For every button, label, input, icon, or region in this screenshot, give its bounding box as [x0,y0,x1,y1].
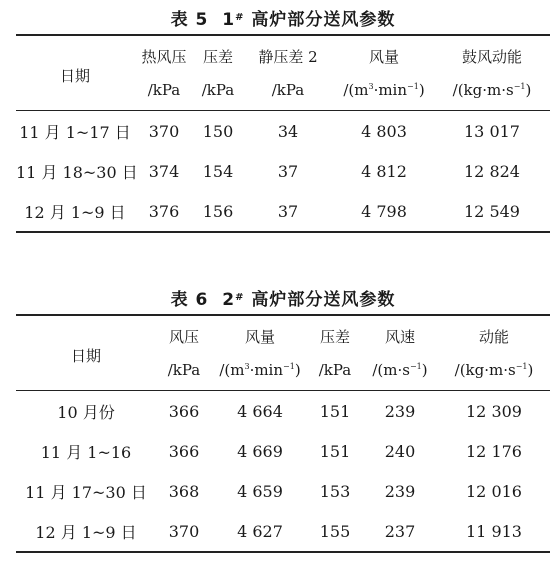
table5-caption [16,6,550,34]
table-row [16,511,550,552]
table6-cell-blast-velocity: 237 [384,521,416,541]
table5-cell-static-pressure-diff: 37 [277,201,299,221]
table5-unit-kinetic-energy: $/(kg\cdot m\cdot s^{-1})$ [452,80,532,99]
table6-unit-blast-velocity: $/(m\cdot s^{-1})$ [372,360,428,379]
table5-caption-title: 高炉部分送风参数 [251,10,396,30]
table6-unit-blast-pressure: /kPa [167,360,201,379]
table6-caption-num: 2 [222,290,236,310]
table6-cell-pressure-diff: 151 [319,441,351,461]
table6-cell-blast-pressure: 370 [168,521,200,541]
table6-header-blast-velocity: 风速 [384,328,415,346]
table5-cell-hot-blast-pressure: 376 [148,201,180,221]
table5-cell-pressure-diff: 150 [202,121,234,141]
table6-cell-date: 11 月 17~30 日 [25,482,147,502]
table6-cell-blast-volume: 4 627 [237,521,283,541]
table6-header-pressure-diff: 压差 [319,328,350,346]
table6-unit-pressure-diff: /kPa [318,360,352,379]
table6-cell-date: 10 月份 [57,402,115,422]
table-row [16,191,550,232]
table6-cell-date: 11 月 1~16 [40,442,132,462]
table5-caption-num: 1 [222,10,236,30]
table5-cell-static-pressure-diff: 34 [277,121,299,141]
table6-unit-blast-volume: $/(m^3\cdot\min^{-1})$ [219,360,301,379]
table6-cell-blast-velocity: 239 [384,481,416,501]
table6-cell-blast-volume: 4 659 [237,481,283,501]
table5-cell-date: 11 月 18~30 日 [16,162,138,182]
table5-header-kinetic-energy: 鼓风动能 [461,48,522,66]
table6-cell-blast-pressure: 366 [168,441,200,461]
table-row [16,151,550,191]
table5-cell-pressure-diff: 156 [202,201,234,221]
table5-cell-pressure-diff: 154 [202,161,234,181]
table6-caption-mark: # [235,292,245,303]
table6-header-blast-volume: 风量 [244,328,275,346]
table-row [16,111,550,152]
table5-header-hot-blast-pressure: 热风压 [141,48,187,66]
table5-caption-label: 表 5 [170,10,209,30]
table5-cell-blast-volume: 4 798 [361,201,407,221]
table5-header-blast-volume: 风量 [368,48,399,66]
table6-cell-pressure-diff: 155 [319,521,351,541]
table6-cell-blast-velocity: 240 [384,441,416,461]
table5-unit-static-pressure-diff: /kPa [271,80,305,99]
table6-cell-blast-pressure: 368 [168,481,200,501]
table6-header-row [16,315,550,353]
table5-cell-kinetic-energy: 12 824 [464,161,520,181]
table6-caption-title: 高炉部分送风参数 [251,290,396,310]
table6-cell-date: 12 月 1~9 日 [35,522,137,542]
table6-cell-pressure-diff: 151 [319,401,351,421]
table5-cell-date: 11 月 1~17 日 [19,122,131,142]
table5-cell-kinetic-energy: 13 017 [464,121,520,141]
table6-cell-kinetic-energy: 12 176 [466,441,522,461]
table5-unit-hot-blast-pressure: /kPa [147,80,181,99]
table6-cell-kinetic-energy: 12 016 [466,481,522,501]
table6-cell-pressure-diff: 153 [319,481,351,501]
table6-cell-blast-volume: 4 664 [237,401,283,421]
table6-cell-kinetic-energy: 11 913 [466,521,522,541]
table6-header-kinetic-energy: 动能 [478,328,509,346]
table5-unit-pressure-diff: /kPa [201,80,235,99]
table6-caption [16,286,550,314]
table5-cell-blast-volume: 4 803 [361,121,407,141]
table5-header-static-pressure-diff: 静压差 2 [258,48,318,66]
table5-cell-kinetic-energy: 12 549 [464,201,520,221]
table5-header-row [16,35,550,73]
table6-cell-blast-velocity: 239 [384,401,416,421]
table5-cell-hot-blast-pressure: 374 [148,161,180,181]
table-row [16,471,550,511]
table6-unit-kinetic-energy: $/(kg\cdot m\cdot s^{-1})$ [454,360,534,379]
table5 [16,34,550,233]
table6-header-date: 日期 [70,346,101,365]
table5-cell-static-pressure-diff: 37 [277,161,299,181]
table6-cell-blast-volume: 4 669 [237,441,283,461]
table6-header-blast-pressure: 风压 [168,328,199,346]
table5-cell-hot-blast-pressure: 370 [148,121,180,141]
table6-block [16,286,550,553]
table6-caption-label: 表 6 [170,290,209,310]
table-row [16,391,550,432]
table5-block [16,6,550,233]
table5-header-pressure-diff: 压差 [202,48,233,66]
table-row [16,431,550,471]
table5-unit-blast-volume: $/(m^3\cdot\min^{-1})$ [343,80,425,99]
table6-cell-blast-pressure: 366 [168,401,200,421]
table5-cell-date: 12 月 1~9 日 [24,202,126,222]
table5-caption-mark: # [235,12,245,23]
table5-header-date: 日期 [59,66,90,85]
table5-cell-blast-volume: 4 812 [361,161,407,181]
table6 [16,314,550,553]
table6-cell-kinetic-energy: 12 309 [466,401,522,421]
